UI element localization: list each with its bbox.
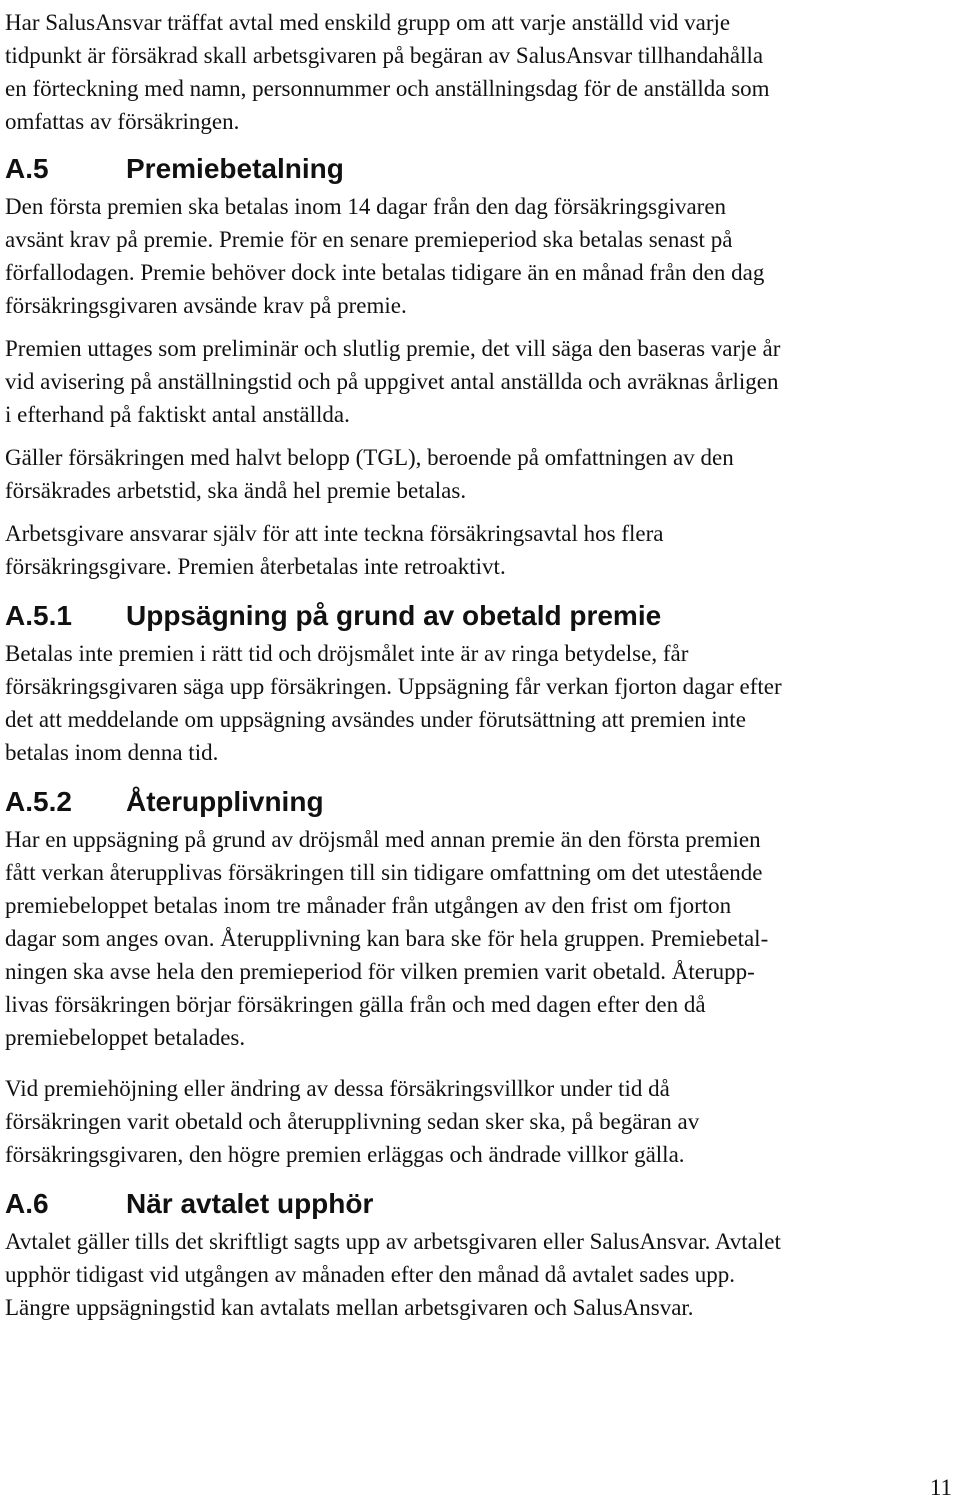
heading-avtalet-upphor [5, 1187, 955, 1221]
heading-title: Premiebetalning [126, 153, 344, 184]
heading-number: A.5.2 [5, 786, 72, 817]
paragraph-preliminary-premium: Premien uttages som preliminär och slutlig premie, det vill säga den baseras varje år vid avisering på anställningstid och på uppgivet antal anställda och avräknas årligen i efterhand på faktiskt antal anställda. [5, 336, 781, 427]
paragraph-tgl: Gäller försäkringen med halvt belopp (TGL), beroende på omfattningen av den försäkrades arbetstid, ska ändå hel premie betalas. [5, 445, 734, 503]
heading-title: När avtalet upphör [126, 1188, 374, 1219]
heading-premiebetalning [5, 152, 955, 186]
paragraph-premium-increase: Vid premiehöjning eller ändring av dessa försäkringsvillkor under tid då försäkringen varit obetald och återupplivning sedan sker ska, på begäran av försäkringsgivaren, den högre premien erläggas och ändrade villkor gälla. [5, 1076, 700, 1167]
heading-title: Uppsägning på grund av obetald premie [126, 600, 662, 631]
document-page [5, 6, 955, 1324]
paragraph-premie-due: Den första premien ska betalas inom 14 dagar från den dag försäkringsgivaren avsänt krav på premie. Premie för en senare premieperiod ska betalas senast på förfallodagen. Premie behöver dock inte betalas tidigare än en månad från den dag försäkringsgivaren avsände krav på premie. [5, 194, 765, 318]
heading-aterupplivning [5, 785, 955, 819]
heading-number: A.5.1 [5, 600, 72, 631]
heading-number: A.5 [5, 153, 49, 184]
page-number: 11 [929, 1475, 952, 1500]
paragraph-agreement-end: Avtalet gäller tills det skriftligt sagts upp av arbetsgivaren eller SalusAnsvar. Avtalet upphör tidigast vid utgången av månaden efter den månad då avtalet sades upp. Längre uppsägningstid kan avtalats mellan arbetsgivaren och SalusAnsvar. [5, 1229, 781, 1320]
paragraph-revival: Har en uppsägning på grund av dröjsmål med annan premie än den första premien fått verkan återupplivas försäkringen till sin tidigare omfattning om det utestående premiebeloppet betalas inom tre månader från utgången av den frist om fjorton dagar som anges ovan. Återupplivning kan bara ske för hela gruppen. Premiebetal- ningen ska avse hela den premieperiod för vilken premien varit obetald. Återupp- livas försäkringen börjar försäkringen gälla från och med dagen efter den då premiebeloppet betalades. [5, 827, 769, 1050]
intro-paragraph: Har SalusAnsvar träffat avtal med enskild grupp om att varje anställd vid varje tidpunkt är försäkrad skall arbetsgivaren på begäran av SalusAnsvar tillhandahålla en förteckning med namn, personnummer och anställningsdag för de anställda som omfattas av försäkringen. [5, 10, 770, 134]
paragraph-termination: Betalas inte premien i rätt tid och dröjsmålet inte är av ringa betydelse, får försäkringsgivaren säga upp försäkringen. Uppsägning får verkan fjorton dagar efter det att meddelande om uppsägning avsändes under förutsättning att premien inte betalas inom denna tid. [5, 641, 782, 765]
heading-number: A.6 [5, 1188, 49, 1219]
heading-title: Återupplivning [126, 786, 324, 817]
paragraph-employer-responsibility: Arbetsgivare ansvarar själv för att inte teckna försäkringsavtal hos flera försäkringsgivare. Premien återbetalas inte retroaktivt. [5, 521, 664, 579]
heading-uppsagning [5, 599, 955, 633]
